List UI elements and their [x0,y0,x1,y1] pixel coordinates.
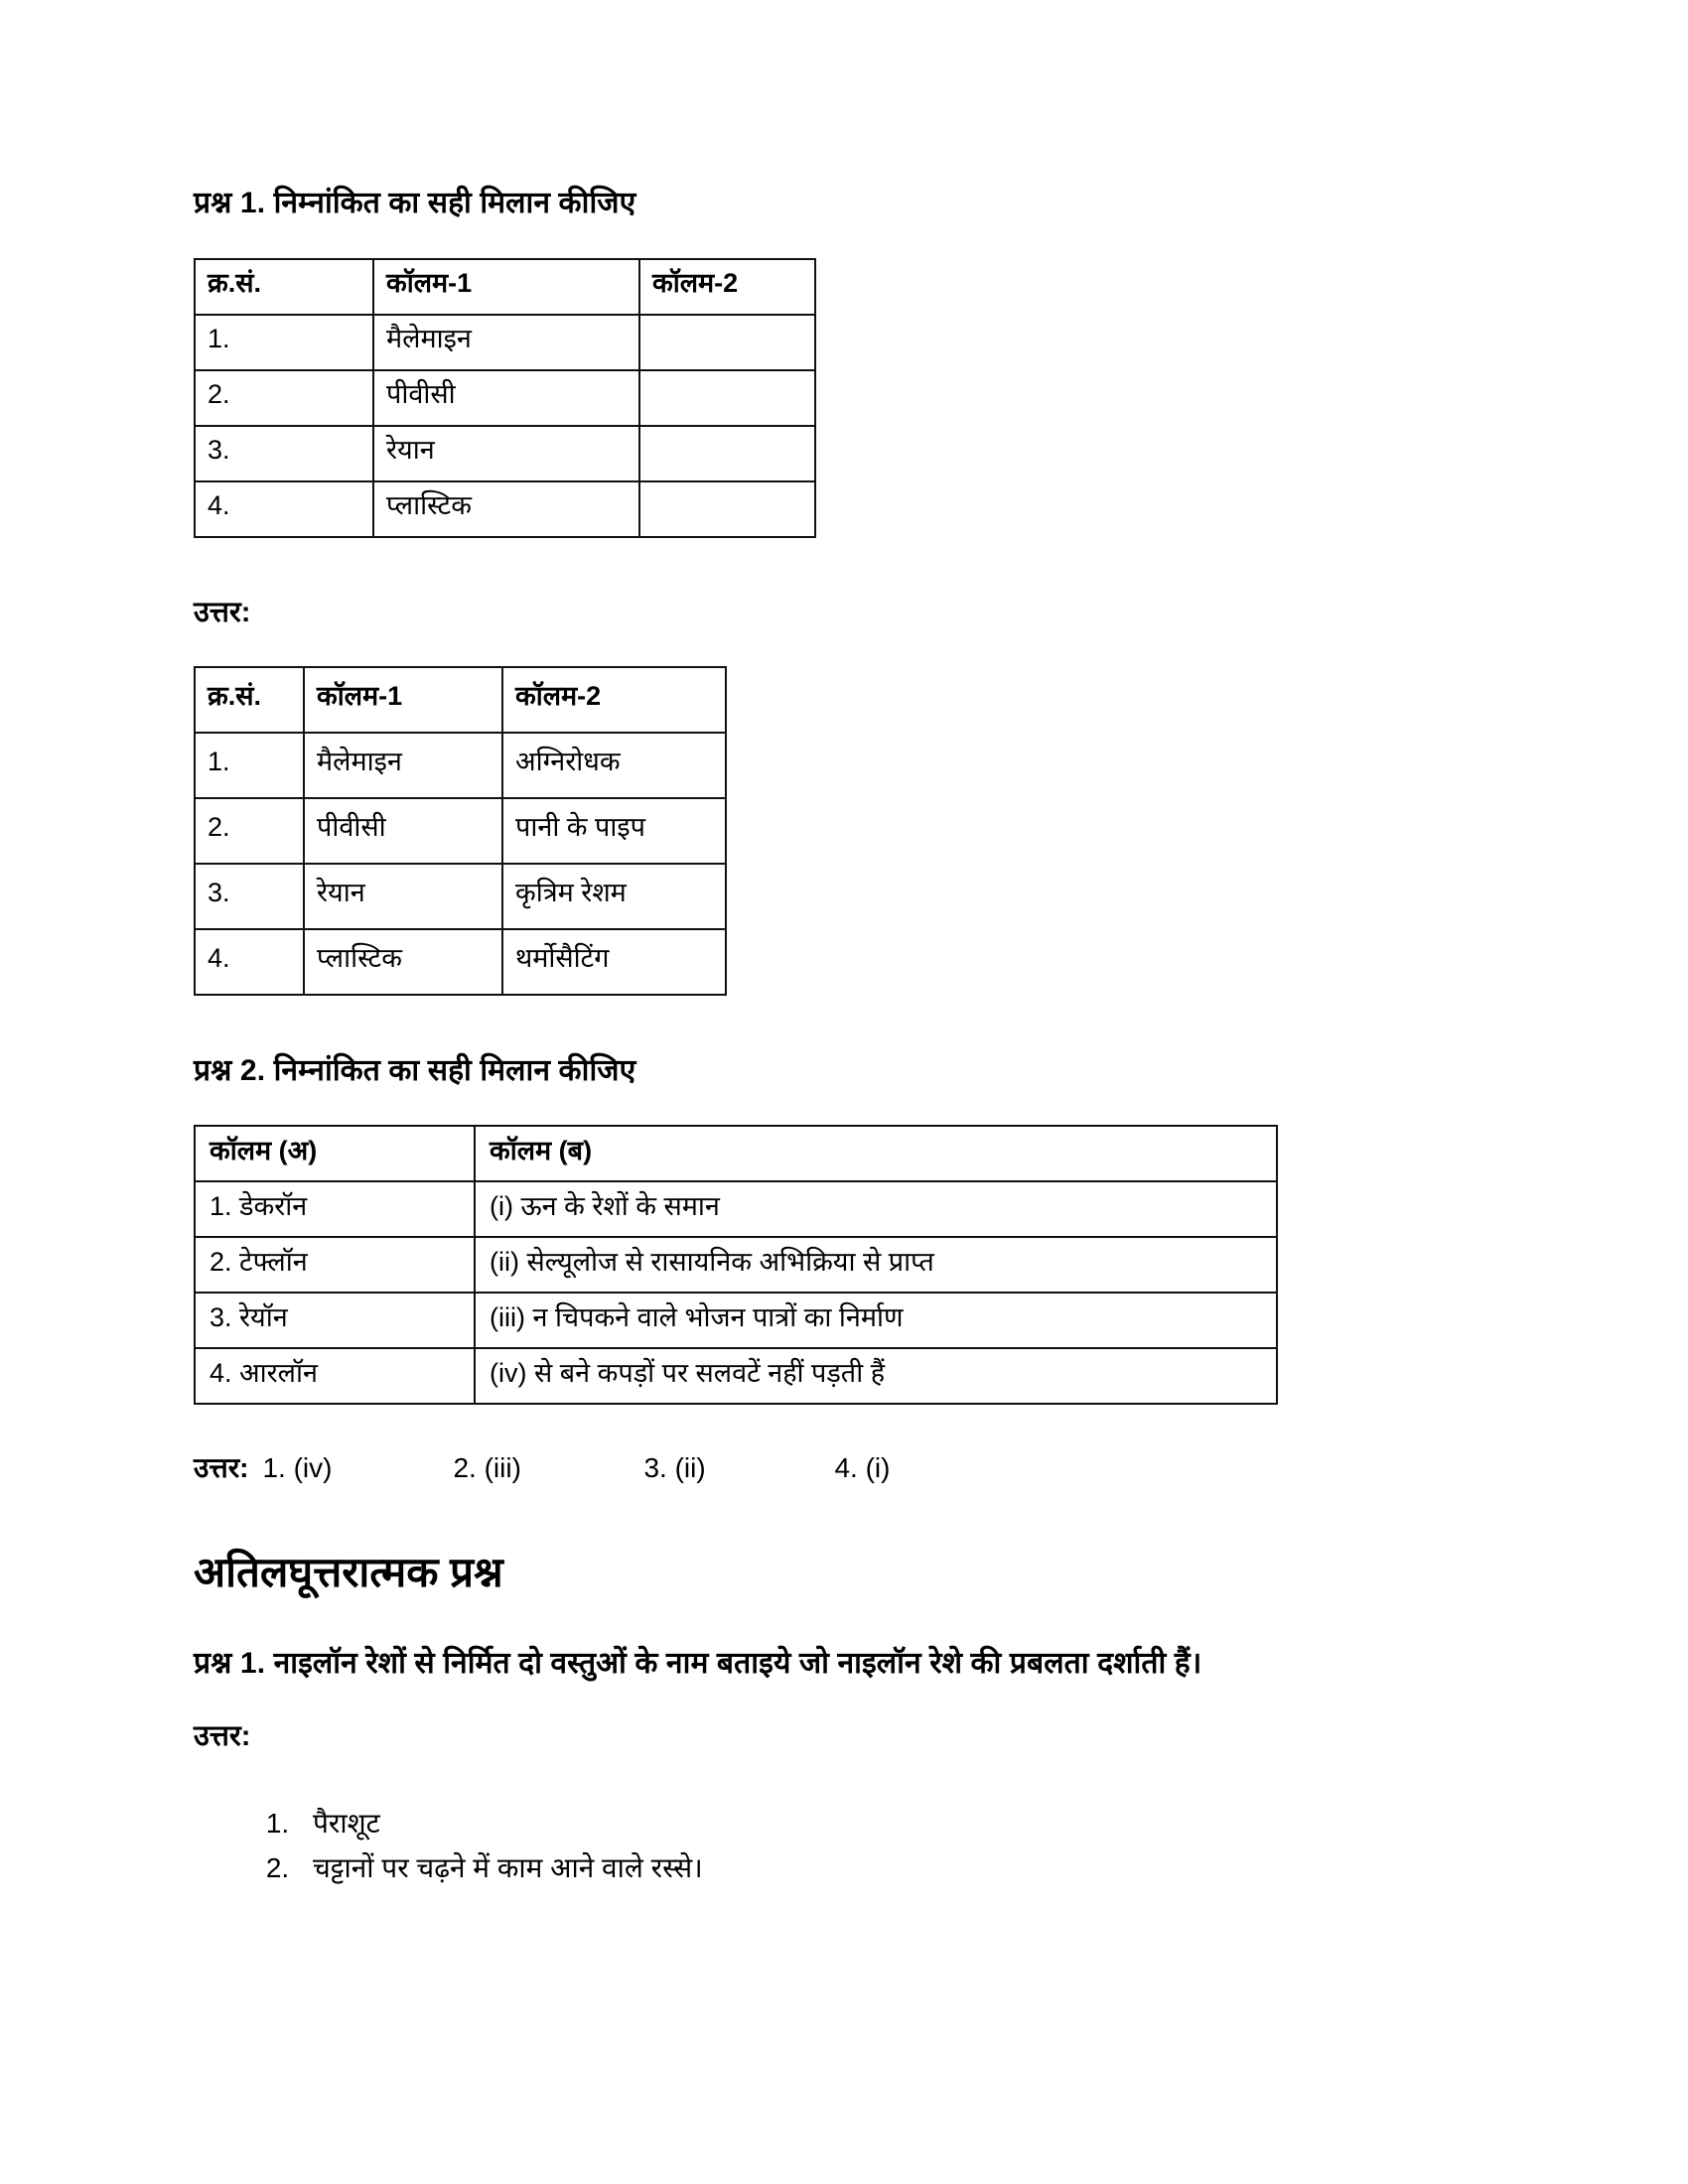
question-3-answer-list [194,1802,1489,1889]
cell-column-b: (i) ऊन के रेशों के समान [475,1181,1277,1237]
table-row [195,1237,1277,1293]
table-row [195,426,815,481]
cell-serial: 1. [195,733,304,798]
cell-column-a: 1. डेकरॉन [195,1181,475,1237]
cell-column1: रेयान [304,864,502,929]
answer-item-4: 4. (i) [834,1452,891,1484]
cell-column-b: (iii) न चिपकने वाले भोजन पात्रों का निर्माण [475,1293,1277,1348]
question-2-answer-row [194,1448,1489,1486]
cell-column1: पीवीसी [373,370,639,426]
column-header-serial: क्र.सं. [195,259,373,315]
cell-serial: 2. [195,370,373,426]
question-2-matching-table [194,1125,1278,1405]
question-2-heading: प्रश्न 2. निम्नांकित का सही मिलान कीजिए [194,1053,636,1087]
table-header-row [195,1126,1277,1181]
table-row [195,798,726,864]
cell-serial: 1. [195,315,373,370]
table-header-row [195,667,726,733]
cell-column2: कृत्रिम रेशम [502,864,726,929]
cell-column2-blank [639,370,815,426]
question-3-heading: प्रश्न 1. नाइलॉन रेशों से निर्मित दो वस्तुओं के नाम बताइये जो नाइलॉन रेशे की प्रबलता दर्शाती हैं। [194,1646,1202,1680]
cell-column-a: 2. टेफ्लॉन [195,1237,475,1293]
column-header-column2: कॉलम-2 [639,259,815,315]
question-3-answer-label: उत्तर: [194,1720,251,1753]
cell-column-a: 4. आरलॉन [195,1348,475,1404]
cell-column2-blank [639,481,815,537]
list-item: 2. चट्टानों पर चढ़ने में काम आने वाले रस्से। [297,1846,1489,1890]
column-header-column-a: कॉलम (अ) [195,1126,475,1181]
cell-column-a: 3. रेयॉन [195,1293,475,1348]
cell-serial: 4. [195,481,373,537]
cell-column2-blank [639,315,815,370]
question-1-heading: प्रश्न 1. निम्नांकित का सही मिलान कीजिए [194,187,636,219]
list-item: 1. पैराशूट [297,1802,1489,1845]
section-heading-very-short-answer: अतिलघूत्तरात्मक प्रश्न [194,1549,503,1596]
question-1-answer-label: उत्तर: [194,596,251,628]
cell-column1: पीवीसी [304,798,502,864]
table-row [195,1348,1277,1404]
cell-column1: प्लास्टिक [304,929,502,995]
column-header-column1: कॉलम-1 [304,667,502,733]
question-2-answer-label: उत्तर: [194,1452,249,1484]
answer-item-1: 1. (iv) [262,1452,333,1484]
table-row [195,733,726,798]
cell-column2: अग्निरोधक [502,733,726,798]
table-row [195,864,726,929]
cell-column1: रेयान [373,426,639,481]
cell-serial: 2. [195,798,304,864]
cell-serial: 4. [195,929,304,995]
question-1-answer-table [194,666,727,996]
cell-column2-blank [639,426,815,481]
table-row [195,1293,1277,1348]
column-header-column-b: कॉलम (ब) [475,1126,1277,1181]
cell-column-b: (iv) से बने कपड़ों पर सलवटें नहीं पड़ती हैं [475,1348,1277,1404]
table-row [195,929,726,995]
spacer [194,1790,1489,1802]
cell-column1: मैलेमाइन [304,733,502,798]
cell-column2: पानी के पाइप [502,798,726,864]
cell-column1: प्लास्टिक [373,481,639,537]
table-row [195,481,815,537]
question-1-matching-table [194,258,816,538]
cell-column-b: (ii) सेल्यूलोज से रासायनिक अभिक्रिया से प्राप्त [475,1237,1277,1293]
column-header-serial: क्र.सं. [195,667,304,733]
column-header-column2: कॉलम-2 [502,667,726,733]
column-header-column1: कॉलम-1 [373,259,639,315]
answer-item-2: 2. (iii) [453,1452,521,1484]
cell-column2: थर्मोसैटिंग [502,929,726,995]
answer-item-3: 3. (ii) [643,1452,706,1484]
table-row [195,370,815,426]
table-header-row [195,259,815,315]
cell-column1: मैलेमाइन [373,315,639,370]
cell-serial: 3. [195,864,304,929]
table-row [195,1181,1277,1237]
table-row [195,315,815,370]
cell-serial: 3. [195,426,373,481]
